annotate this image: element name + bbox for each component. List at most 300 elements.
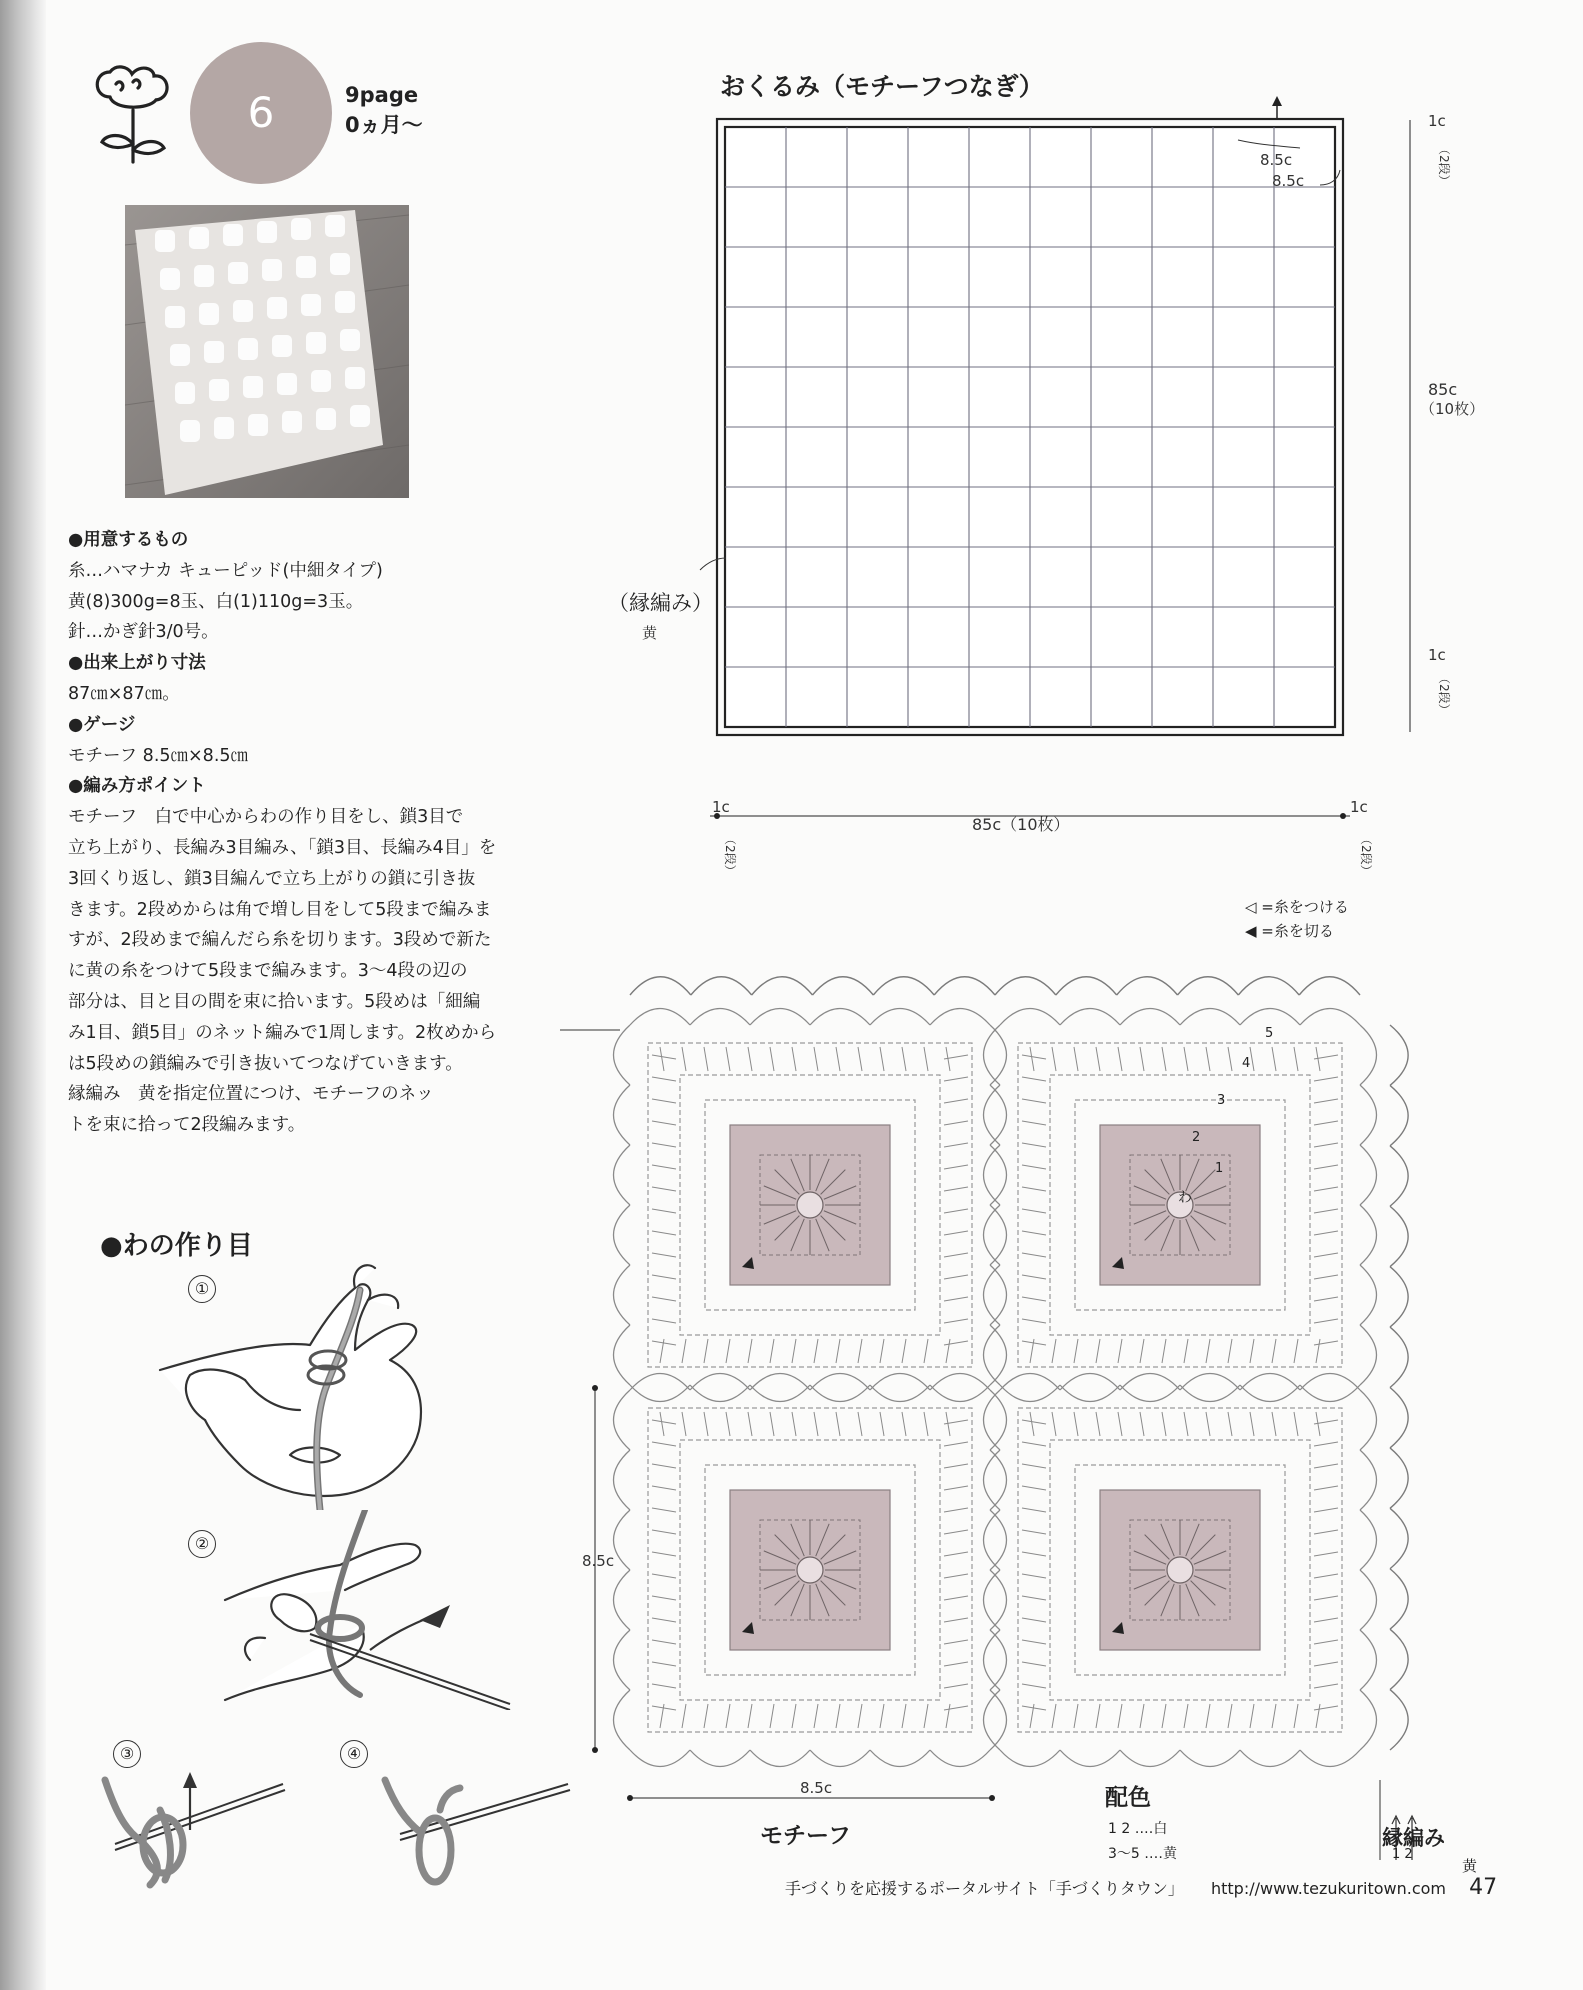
stitch-mark [1314,1275,1338,1279]
stitch-mark [836,1047,840,1071]
border-left-label: 1c [712,798,730,816]
stitch-mark [1314,1618,1338,1622]
stitch-mark [652,1662,676,1666]
stitch-mark [1314,1640,1338,1644]
net-chain-bottom [1180,1385,1240,1402]
stitch-mark [944,1143,968,1147]
edge-scallop [630,977,691,995]
stitch-mark [1314,1508,1338,1512]
stitch-mark [726,1047,730,1071]
net-chain-right [990,1025,1007,1085]
hand-illustration-step-2 [220,1510,520,1710]
net-chain-left [614,1570,631,1630]
color-row-yellow: 3〜5 ‥‥黄 [1108,1846,1177,1860]
stitch-mark [748,1339,752,1363]
stitch-mark [652,1099,676,1103]
stitch-mark [1022,1640,1046,1644]
net-chain-bottom [630,1750,690,1767]
stitch-mark [1162,1412,1166,1436]
stitch-mark [944,1275,968,1279]
photo-motif-cell [165,306,185,328]
stitch-mark [836,1339,840,1363]
photo-motif-cell [262,259,282,281]
stitch-mark [1140,1047,1144,1071]
magic-ring [797,1557,823,1583]
stitch-mark [814,1704,818,1728]
chart-motif [984,1374,1377,1767]
net-chain-right [990,1510,1007,1570]
color-scheme-heading: 配色 [1105,1785,1151,1811]
points-line: み1目、鎖5目」のネット編みで1周します。2枚めから [68,1022,497,1043]
magic-ring [1167,1557,1193,1583]
stitch-mark [1206,1704,1210,1728]
edge-scallop [1299,977,1360,995]
footer-url[interactable]: http://www.tezukuritown.com [1210,1879,1447,1898]
net-chain-top [810,1374,870,1391]
stitch-mark [944,1662,968,1666]
stitch-mark [1314,1319,1338,1323]
net-chain-top [690,1009,750,1026]
net-chain-bottom [690,1385,750,1402]
stitch-mark [1314,1077,1338,1081]
net-chain-left [614,1265,631,1325]
stitch-mark [1096,1412,1100,1436]
stitch-mark [660,1047,664,1071]
stitch-mark [902,1339,906,1363]
net-chain-left [614,1085,631,1145]
edge-scallop [1390,1085,1408,1145]
stitch-mark [1250,1412,1254,1436]
stitch-mark [944,1574,968,1578]
stitch-mark [944,1706,968,1710]
legend-attach-thread: ◁ =糸をつける [1245,898,1349,916]
stitch-mark [1022,1508,1046,1512]
photo-motif-cell [248,414,268,436]
edge-row-numbers: 1 2 [1392,1847,1413,1860]
stitch-mark [1074,1339,1078,1363]
net-chain-bottom [1240,1750,1300,1767]
edge-scallop [1117,977,1178,995]
net-chain-top [870,1374,930,1391]
stitch-mark [1228,1412,1232,1436]
stitch-mark [1294,1047,1298,1071]
stitch-mark [1096,1704,1100,1728]
edge-scallop [934,977,995,995]
border-top-rows: （2段） [1437,143,1451,187]
net-chain-bottom [1060,1750,1120,1767]
net-chain-right [1360,1145,1377,1205]
stitch-mark [1316,1704,1320,1728]
stitch-mark [1272,1047,1276,1071]
book-spine-shadow [0,0,46,1990]
round-number-3: 3 [1217,1093,1226,1108]
stitch-mark [1022,1077,1046,1081]
net-chain-left [614,1205,631,1265]
stitch-mark [1022,1464,1046,1468]
color-row-white: 1 2 ‥‥白 [1108,1821,1168,1837]
net-chain-bottom [1000,1385,1060,1402]
stitch-mark [660,1412,664,1436]
stitch-mark [1022,1662,1046,1666]
photo-motif-cell [325,215,345,237]
points-line: 部分は、目と目の間を束に拾います。5段めは「細編 [68,991,481,1012]
net-chain-bottom [1180,1750,1240,1767]
net-chain-top [1000,1374,1060,1391]
stitch-mark [652,1684,676,1688]
stitch-mark [1314,1099,1338,1103]
photo-motif-cell [335,291,355,313]
stitch-mark [652,1319,676,1323]
stitch-mark [1314,1552,1338,1556]
stitch-mark [944,1165,968,1169]
border-right-rows: （2段） [1359,833,1373,877]
stitch-mark [1314,1574,1338,1578]
edge-scallop [1056,977,1117,995]
stitch-mark [682,1047,686,1071]
stitch-mark [1022,1596,1046,1600]
net-chain-left [984,1630,1001,1690]
stitch-mark [1022,1297,1046,1301]
stitch-mark [652,1618,676,1622]
stitch-mark [748,1047,752,1071]
stitch-mark [814,1412,818,1436]
hook-illustration-step-4 [380,1760,580,1890]
edge-scallop [691,977,752,995]
net-chain-right [1360,1265,1377,1325]
stitch-mark [1118,1412,1122,1436]
photo-motif-cell [311,370,331,392]
net-chain-top [1240,1009,1300,1026]
size-heading: ● 出来上がり寸法 [68,648,538,679]
gauge-heading: ● ゲージ [68,710,538,741]
photo-motif-cell [170,344,190,366]
photo-motif-cell [267,297,287,319]
net-chain-bottom [1000,1750,1060,1767]
net-chain-right [990,1325,1007,1385]
stitch-mark [1228,1047,1232,1071]
photo-motif-cell [194,265,214,287]
net-chain-top [690,1374,750,1391]
stitch-mark [1272,1412,1276,1436]
edge-scallop [1390,1206,1408,1266]
photo-motif-cell [316,408,336,430]
pattern-number-badge: 6 [190,42,332,184]
stitch-mark [858,1412,862,1436]
stitch-mark [1052,1047,1056,1071]
net-chain-top [630,1009,690,1026]
thread-legend [1245,895,1349,943]
net-chain-left [614,1325,631,1385]
net-chain-right [1360,1690,1377,1750]
stitch-mark [1140,1412,1144,1436]
net-chain-bottom [810,1385,870,1402]
stitch-mark [836,1412,840,1436]
net-chain-bottom [930,1750,990,1767]
net-chain-right [1360,1570,1377,1630]
stitch-mark [1294,1412,1298,1436]
step-2-number: ② [188,1530,216,1558]
photo-motif-cell [160,268,180,290]
stitch-mark [1314,1530,1338,1534]
stitch-mark [1096,1339,1100,1363]
net-chain-right [990,1205,1007,1265]
points-line: トを束に拾って2段編みます。 [68,1115,306,1136]
stitch-mark [1314,1165,1338,1169]
stitch-mark [1052,1339,1056,1363]
photo-motif-cell [272,335,292,357]
stitch-mark [770,1047,774,1071]
stitch-mark [944,1121,968,1125]
footer-text: 手づくりを応援するポータルサイト「手づくりタウン」 [785,1879,1184,1898]
net-chain-left [614,1025,631,1085]
net-chain-top [1120,1009,1180,1026]
net-chain-top [1300,1009,1360,1026]
net-chain-top [630,1374,690,1391]
stitch-mark [652,1253,676,1257]
net-chain-left [614,1690,631,1750]
page-ref-label: 9page [345,83,419,107]
stitch-mark [1314,1253,1338,1257]
net-chain-top [1180,1009,1240,1026]
stitch-mark [652,1187,676,1191]
edge-scallop [1390,1025,1408,1085]
photo-motif-cell [277,373,297,395]
photo-motif-cell [350,405,370,427]
net-chain-right [990,1570,1007,1630]
size-value: 87㎝×87㎝。 [68,683,180,704]
stitch-mark [1250,1339,1254,1363]
net-chain-bottom [750,1385,810,1402]
stitch-mark [1272,1704,1276,1728]
stitch-mark [858,1704,862,1728]
chart-motifs [614,1009,1377,1767]
net-chain-top [810,1009,870,1026]
stitch-mark [902,1412,906,1436]
net-chain-top [930,1374,990,1391]
edge-scallop [1238,977,1299,995]
footer [785,1875,1497,1900]
stitch-mark [1314,1297,1338,1301]
photo-motif-cell [223,224,243,246]
stitch-mark [1314,1187,1338,1191]
stitch-mark [1314,1442,1338,1446]
hand-illustration-step-1 [150,1260,510,1510]
stitch-mark [652,1055,676,1059]
photo-motif-cell [199,303,219,325]
net-chain-left [984,1145,1001,1205]
net-chain-right [990,1630,1007,1690]
points-line: 縁編み 黄を指定位置につけ、モチーフのネッ [68,1084,434,1105]
stitch-mark [944,1209,968,1213]
hook-illustration-step-3 [95,1760,295,1890]
net-chain-right [990,1265,1007,1325]
net-chain-right [1360,1325,1377,1385]
stitch-mark [1162,1704,1166,1728]
round-number-2: 2 [1192,1130,1201,1145]
stitch-mark [944,1486,968,1490]
stitch-mark [792,1339,796,1363]
net-chain-bottom [1120,1385,1180,1402]
ring-section-title: ● わの作り目 [100,1225,253,1262]
stitch-mark [1206,1047,1210,1071]
stitch-mark [1030,1047,1034,1071]
stitch-mark [924,1047,928,1071]
stitch-mark [704,1412,708,1436]
net-chain-top [1120,1374,1180,1391]
stitch-mark [944,1187,968,1191]
photo-motif-cell [291,218,311,240]
stitch-mark [792,1412,796,1436]
stitch-mark [1022,1319,1046,1323]
stitch-mark [1074,1704,1078,1728]
stitch-mark [944,1077,968,1081]
stitch-mark [652,1209,676,1213]
edge-scallop [1390,1267,1408,1327]
stitch-mark [1118,1339,1122,1363]
stitch-mark [880,1412,884,1436]
points-line: きます。2段めからは角で増し目をして5段まで編みま [68,899,492,920]
crochet-chart [560,950,1460,1860]
photo-motif-cell [243,376,263,398]
stitch-mark [902,1047,906,1071]
stitch-mark [652,1143,676,1147]
stitch-mark [1022,1209,1046,1213]
border-right-label: 1c [1350,798,1368,816]
stitch-mark [704,1704,708,1728]
motif-side-label: 8.5c [582,1552,615,1570]
stitch-mark [792,1704,796,1728]
stitch-mark [858,1047,862,1071]
stitch-mark [704,1339,708,1363]
blanket-photo [125,205,409,498]
chart-motif [614,1374,1007,1767]
edge-scallop [1390,1146,1408,1206]
net-chain-bottom [1300,1385,1360,1402]
net-chain-top [930,1009,990,1026]
net-chain-bottom [630,1385,690,1402]
stitch-mark [726,1412,730,1436]
motif-size-label: 8.5c [1272,172,1305,190]
stitch-mark [1022,1231,1046,1235]
stitch-mark [1162,1047,1166,1071]
stitch-mark [726,1339,730,1363]
edge-scallop [1390,1569,1408,1629]
stitch-mark [944,1640,968,1644]
stitch-mark [858,1339,862,1363]
stitch-mark [748,1412,752,1436]
points-line: モチーフ 白で中心からわの作り目をし、鎖3目で [68,807,464,828]
stitch-mark [944,1530,968,1534]
materials-heading: ● 用意するもの [68,525,538,556]
photo-motif-cell [175,382,195,404]
stitch-mark [1022,1684,1046,1688]
net-chain-right [990,1390,1007,1450]
stitch-mark [652,1275,676,1279]
blanket-diagram-title: おくるみ（モチーフつなぎ） [720,72,1044,101]
stitch-mark [652,1442,676,1446]
net-chain-left [984,1325,1001,1385]
net-chain-right [1360,1390,1377,1450]
stitch-mark [1184,1412,1188,1436]
stitch-mark [652,1231,676,1235]
edge-scallop [1390,1508,1408,1568]
net-chain-left [614,1145,631,1205]
page-reference [345,80,423,140]
photo-motif-cell [340,329,360,351]
stitch-mark [1314,1143,1338,1147]
chart-motif [614,1009,1007,1402]
materials-yarn: 糸…ハマナカ キューピッド(中細タイプ) [68,560,383,581]
stitch-mark [1314,1464,1338,1468]
photo-motif-cell [306,332,326,354]
stitch-mark [1052,1412,1056,1436]
net-chain-left [614,1630,631,1690]
stitch-mark [726,1704,730,1728]
magic-ring [797,1192,823,1218]
stitch-mark [902,1704,906,1728]
materials-colors: 黄(8)300g=8玉、白(1)110g=3玉。 [68,591,364,612]
points-line: 3回くり返し、鎖3目編んで立ち上がりの鎖に引き抜 [68,868,476,889]
photo-motif-cell [180,420,200,442]
stitch-mark [1022,1552,1046,1556]
stitch-mark [1140,1704,1144,1728]
height-label: 85c [1428,380,1458,399]
stitch-mark [1022,1574,1046,1578]
net-chain-top [750,1374,810,1391]
net-chain-top [750,1009,810,1026]
stitch-mark [1314,1231,1338,1235]
stitch-mark [1228,1704,1232,1728]
round-number-4: 4 [1242,1056,1251,1071]
stitch-mark [1022,1143,1046,1147]
net-chain-bottom [870,1750,930,1767]
stitch-mark [770,1704,774,1728]
stitch-mark [1074,1047,1078,1071]
stitch-mark [1272,1339,1276,1363]
edge-scallop [995,977,1056,995]
net-chain-bottom [1300,1750,1360,1767]
photo-motif-cell [214,417,234,439]
stitch-mark [1074,1412,1078,1436]
points-line: は5段めの鎖編みで引き抜いてつなげていきます。 [68,1053,463,1074]
edge-scallop [1390,1629,1408,1689]
instructions-block [68,525,538,1141]
edge-stitch-title: 縁編み [1382,1826,1445,1850]
stitch-mark [1314,1706,1338,1710]
photo-motif-cell [233,300,253,322]
net-chain-right [990,1145,1007,1205]
net-chain-left [614,1390,631,1450]
stitch-mark [652,1297,676,1301]
photo-motif-cell [204,341,224,363]
stitch-mark [944,1231,968,1235]
edge-color-label: 黄 [642,624,658,642]
net-chain-left [984,1510,1001,1570]
round-number-5: 5 [1265,1026,1274,1041]
stitch-mark [1294,1339,1298,1363]
stitch-mark [1022,1253,1046,1257]
flower-icon [88,62,178,172]
stitch-mark [1314,1662,1338,1666]
stitch-mark [1022,1121,1046,1125]
net-chain-left [984,1025,1001,1085]
stitch-mark [814,1339,818,1363]
stitch-mark [682,1704,686,1728]
photo-motif-cell [209,379,229,401]
points-line: 立ち上がり、長編み3目編み、「鎖3目、長編み4目」を [68,837,497,858]
stitch-mark [1030,1412,1034,1436]
net-chain-right [1360,1085,1377,1145]
